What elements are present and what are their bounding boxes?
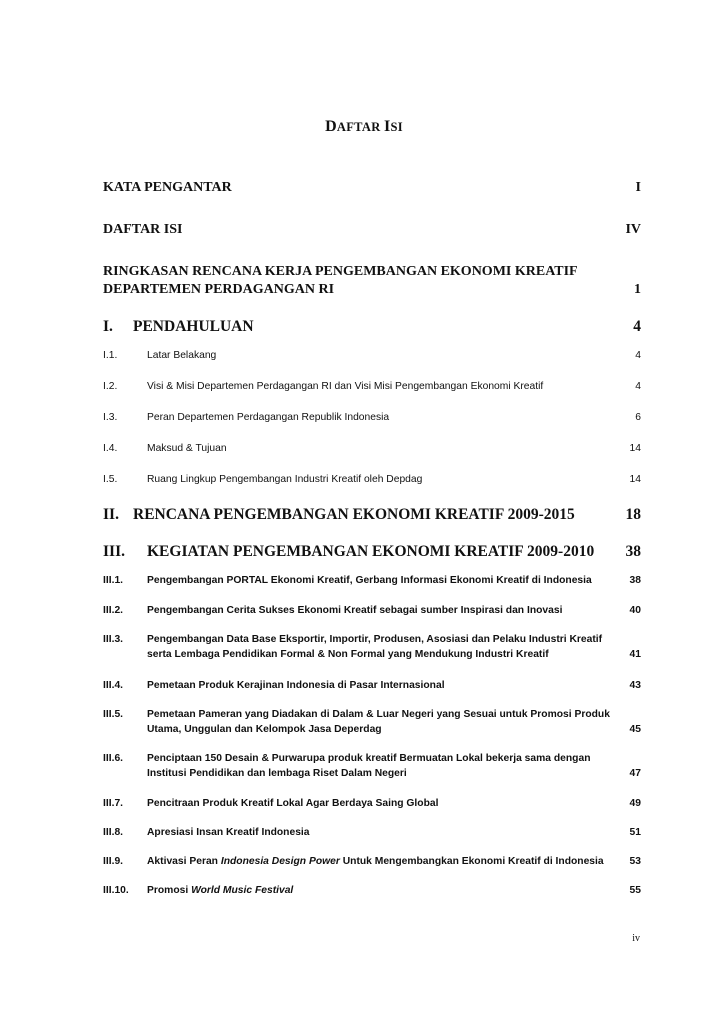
page-number: iv [632,933,640,944]
page-title: DAFTAR ISI [325,118,403,135]
document-page: DAFTAR ISI KATA PENGANTAR I DAFTAR ISI IV RINGKASAN RENCANA KERJA PENGEMBANGAN EKONOMI KREATIF DEPARTEMEN PERDAGANGAN RI 1 I. PENDAHULUAN 4 I.1. Latar Belakang 4 I.2. Visi & Misi Departemen Perdagangan RI dan Visi Misi Pengembangan Ekonomi Kreatif 4 I.3. Peran Departemen Perdagangan Republik Indonesia 6 I.4. Maksud & Tujuan 14 I.5. Ruang Lingkup Pengembangan Industri Kreatif oleh Depdag 14 II. RENCANA PENGEMBANGAN EKONOMI KREATIF 2009-2015 18 III. KEGIATAN PENGEMBANGAN EKONOMI KREATIF 2009-2010 38 III.1. Pengembangan PORTAL Ekonomi Kreatif, Gerbang Informasi Ekonomi Kreatif di Indonesia 38 III.2. Pengembangan Cerita Sukses Ekonomi Kreatif sebagai sumber Inspirasi dan Inovasi 40 III.3. Pengembangan Data Base Eksportir, Importir, Produsen, Asosiasi dan Pelaku Industri Kreatif serta Lembaga Pendidikan Formal & Non Formal yang Mendukung Industri Kreatif 41 III.4. Pemetaan Produk Kerajinan Indonesia di Pasar Internasional 43 III.5. Pemetaan Pameran yang Diadakan di Dalam & Luar Negeri yang Sesuai untuk Promosi Produk Utama, Unggulan dan Kelompok Jasa Deperdag 45 III.6. Penciptaan 150 Desain & Purwarupa produk kreatif Bermuatan Lokal bekerja sama dengan Institusi Pendidikan dan lembaga Riset Dalam Negeri 47 III.7. Pencitraan Produk Kreatif Lokal Agar Berdaya Saing Global 49 III.8. Apresiasi Insan Kreatif Indonesia 51 III.9. Aktivasi Peran Indonesia Design Power Untuk Mengembangkan Ekonomi Kreatif di Indonesia 53 III.10. Promosi World Music Festival 55 iv [0,0,728,1030]
